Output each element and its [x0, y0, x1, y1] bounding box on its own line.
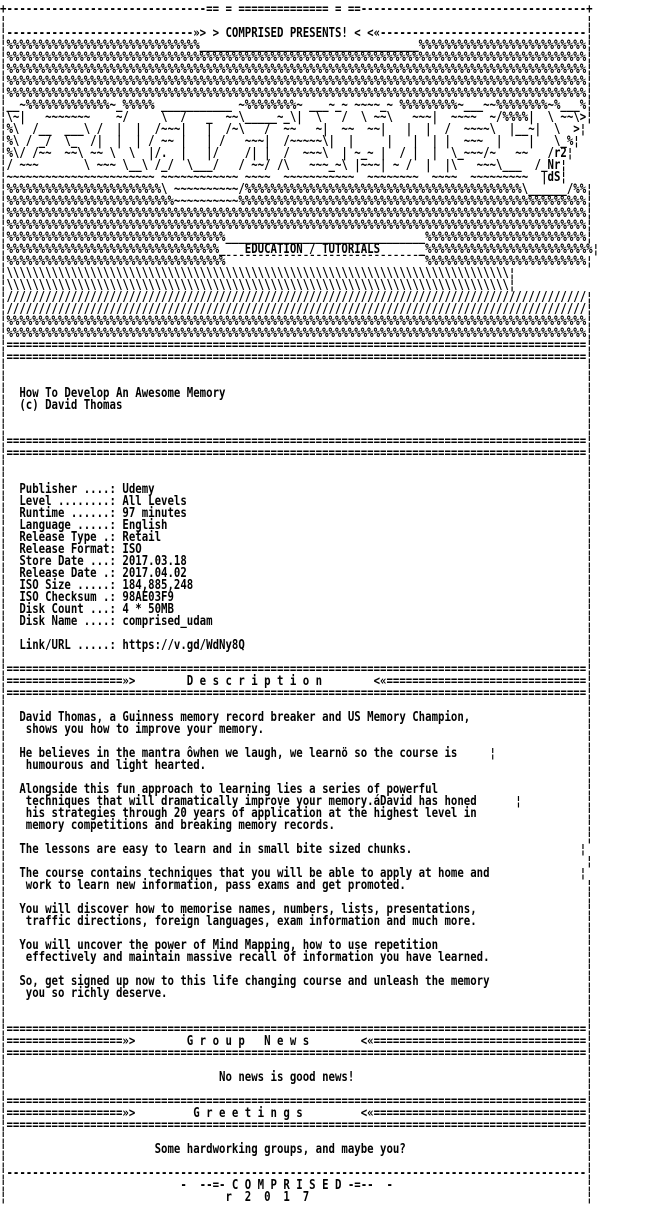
nfo-line: ¦ ¦	[0, 374, 593, 389]
nfo-line: ¦ ¦	[0, 1058, 593, 1073]
nfo-line: ¦ traffic directions, foreign languages, exam information and much more. ¦	[0, 914, 593, 929]
nfo-line: ¦ You will uncover the power of Mind Mapping, how to use repetition ¦	[0, 938, 593, 953]
nfo-line: ¦%%%%%%%%%%%%%%%%%%%%%%%%%%%%%%%%%%%%%%%%%%%%%%%%%%%%%%%%%%%%%%%%%%%%%%%%%%%%%%%%%%%%%%%%%%¦	[0, 206, 593, 221]
nfo-line: ¦------------------------------------------------------------------------------------------¦	[0, 1166, 593, 1181]
nfo-line: ¦ Release Format: ISO ¦	[0, 542, 593, 557]
nfo-line: ¦ effectively and maintain massive recall of information you have learned. ¦	[0, 950, 593, 965]
nfo-line: ¦ Some hardworking groups, and maybe you? ¦	[0, 1142, 593, 1157]
nfo-line: ¦ So, get signed up now to this life changing course and unleash the memory ¦	[0, 974, 593, 989]
nfo-line: ¦%\ / _/ \_ /| | | / ~~ | | / ~~~| /~~~~~\| | | | | | ~~~ | | \_%¦	[0, 134, 580, 149]
nfo-line: ¦\\\\\\\\\\\\\\\\\\\\\\\\\\\\\\\\\\\\\\\\\\\\\\\\\\\\\\\\\\\\\\\\\\\\\\\\\\\\\\¦	[0, 278, 516, 293]
nfo-line: ¦ ¦	[0, 362, 593, 377]
nfo-line: ¦~~~~~~~~~~~~~~~~~~~~~~~ ~~~~~~~~~~~~ ~~~~ ~~~~~~~~~~~ ~~~~~~~~ ~~~~ ~~~~~~~~~ |dS¦	[0, 170, 567, 185]
nfo-line: ¦==========================================================================================¦	[0, 446, 593, 461]
nfo-line: ¦ ¦	[0, 1130, 593, 1145]
nfo-line: ¦==========================================================================================¦	[0, 1022, 593, 1037]
nfo-line: +-------------------------------== = ============== = ==-----------------------------------+	[0, 2, 593, 17]
nfo-line: ¦%\/ /~~ ~~\ ~~ \ \ |/. | |/ /| | / ~~~\ | ~_~ | / | | \_~~~/~ ~~ /r2¦	[0, 146, 574, 161]
nfo-line: ¦ ISO Size .....: 184,885,248 ¦	[0, 578, 593, 593]
nfo-line: ¦ ISO Checksum .: 98AE03F9 ¦	[0, 590, 593, 605]
nfo-line: ¦ Release Type .: Retail ¦	[0, 530, 593, 545]
nfo-line: ¦ Runtime ......: 97 minutes ¦	[0, 506, 593, 521]
nfo-line: ¦==========================================================================================¦	[0, 1094, 593, 1109]
nfo-line: ¦%%%%%%%%%%%%%%%%%%%%%%%%%%%%%%%%%%%%%%%%%%%%%%%%%%%%%%%%%%%%%%%%%%%%%%%%%%%%%%%%%%%%%%%%%%¦	[0, 50, 593, 65]
nfo-line: ¦ ¦	[0, 734, 593, 749]
nfo-line: ¦%\ /__ ___\ / | | /~~~| | /~\ / ~~ ~| ~~ ~~| | | / ~~~~\ |__~| \ >¦	[0, 122, 587, 137]
nfo-line: ¦ ¦	[0, 458, 593, 473]
nfo-line: ¦==================»> G r o u p N e w s <«=================================¦	[0, 1034, 593, 1049]
nfo-line: ¦ ¦	[0, 926, 593, 941]
nfo-line: ¦//////////////////////////////////////////////////////////////////////////////////////////¦	[0, 302, 593, 317]
nfo-line: ¦ How To Develop An Awesome Memory ¦	[0, 386, 593, 401]
nfo-line: ¦ Publisher ....: Udemy ¦	[0, 482, 593, 497]
nfo-line: ¦ ¦	[0, 998, 593, 1013]
nfo-line: ¦==========================================================================================¦	[0, 1046, 593, 1061]
nfo-line: ¦/ ~~~ \ ~~~ \__\ /_/ \___/ / ~~/ /\ ~~~_~\ |~~~| ~ / | |\ ~~~\___ /_Nr¦	[0, 158, 567, 173]
nfo-line: ¦\~| ~~~~~~~ ~/ \ / _ ~~\_____~_\| \ / \ ~~\ ~~~| ~~~~ ~/%%%%| \ ~~\>¦	[0, 110, 593, 125]
nfo-line: ¦ ¦	[0, 770, 593, 785]
nfo-line: ¦ ¦	[0, 410, 593, 425]
nfo-line: ¦ techniques that will dramatically improve your memory.áDavid has honed ¦ ¦	[0, 794, 593, 809]
nfo-line: ¦==========================================================================================¦	[0, 338, 593, 353]
nfo-line: ¦ Link/URL .....: https://v.gd/WdNy8Q ¦	[0, 638, 593, 653]
nfo-line: ¦ work to learn new information, pass exams and get promoted. ¦	[0, 878, 593, 893]
nfo-line: ¦ ¦	[0, 962, 593, 977]
nfo-line: ¦ He believes in the mantra ôwhen we laugh, we learnö so the course is ¦ ¦	[0, 746, 593, 761]
nfo-line: ¦ (c) David Thomas ¦	[0, 398, 593, 413]
nfo-line: ¦ The lessons are easy to learn and in small bite sized chunks. ¦	[0, 842, 587, 857]
nfo-line: ¦%%%%%%%%%%%%%%%%%%%%%%%%%%%%%%__________________________________%%%%%%%%%%%%%%%%%%%%%%%%%%¦	[0, 38, 593, 53]
nfo-line: ¦ memory competitions and breaking memory records. ¦	[0, 818, 593, 833]
nfo-line: ¦ ¦	[0, 650, 593, 665]
nfo-line: ¦%%%%%%%%%%%%%%%%%%%%%%%%%%%%%%%%%%_______________________________%%%%%%%%%%%%%%%%%%%%%%%%%¦	[0, 230, 593, 245]
nfo-line: ¦ ¦	[0, 830, 593, 845]
nfo-line: ¦ his strategies through 20 years of application at the highest level in ¦	[0, 806, 593, 821]
nfo-line: ¦ Alongside this fun approach to learning lies a series of powerful ¦	[0, 782, 593, 797]
nfo-line: ¦-----------------------------»> > COMPRISED PRESENTS! < <«--------------------------------¦	[0, 26, 593, 41]
nfo-line: ¦//////////////////////////////////////////////////////////////////////////////////////////¦	[0, 290, 593, 305]
nfo-line: ¦ ¦	[0, 14, 593, 29]
nfo-line: ¦ ¦	[0, 854, 593, 869]
nfo-line: ¦ ¦	[0, 626, 593, 641]
nfo-line: ¦==========================================================================================¦	[0, 1118, 593, 1133]
nfo-line: ¦ David Thomas, a Guinness memory record breaker and US Memory Champion, ¦	[0, 710, 593, 725]
nfo-line: ¦ - --=- C O M P R I S E D -=-- - ¦	[0, 1178, 593, 1193]
nfo-line: ¦ ¦	[0, 422, 593, 437]
nfo-line: ¦==========================================================================================¦	[0, 350, 593, 365]
nfo-line: ¦==========================================================================================¦	[0, 662, 593, 677]
nfo-line: ¦%%%%%%%%%%%%%%%%%%%%%%%%\ ~~~~~~~~~~/%%%%%%%%%%%%%%%%%%%%%%%%%%%%%%%%%%%%%%%%%%%\______/%%¦	[0, 182, 593, 197]
nfo-line: ¦ ¦	[0, 1010, 593, 1025]
nfo-line: ¦__~%%%%%%%%%%%%%~_%%%%% ___________ ~%%%%%%%%~ ___~_~ ~~~~_~ %%%%%%%%%~___~~%%%%%%%%~%___%¦	[0, 98, 593, 113]
nfo-line: ¦ The course contains techniques that you will be able to apply at home and ¦	[0, 866, 587, 881]
nfo-line: ¦ ¦	[0, 1154, 593, 1169]
nfo-line: ¦ shows you how to improve your memory. ¦	[0, 722, 593, 737]
nfo-line: ¦%%%%%%%%%%%%%%%%%%%%%%%%%%%%%%%%%%%%%%%%%%%%%%%%%%%%%%%%%%%%%%%%%%%%%%%%%%%%%%%%%%%%%%%%%%¦	[0, 314, 593, 329]
nfo-line: ¦ Release Date .: 2017.04.02 ¦	[0, 566, 593, 581]
nfo-line: ¦%%%%%%%%%%%%%%%%%%%%%%%%%%%%%%%%%%%%%%%%%%%%%%%%%%%%%%%%%%%%%%%%%%%%%%%%%%%%%%%%%%%%%%%%%%¦	[0, 86, 593, 101]
nfo-line: ¦ Store Date ...: 2017.03.18 ¦	[0, 554, 593, 569]
nfo-line: ¦ ¦	[0, 470, 593, 485]
nfo-line: ¦ You will discover how to memorise names, numbers, lists, presentations, ¦	[0, 902, 593, 917]
nfo-line: ¦ ¦	[0, 1082, 593, 1097]
nfo-line: ¦%%%%%%%%%%%%%%%%%%%%%%%%%%%%%%%%%%%%%%%%%%%%%%%%%%%%%%%%%%%%%%%%%%%%%%%%%%%%%%%%%%%%%%%%%%¦	[0, 74, 593, 89]
nfo-line: ¦==================»> D e s c r i p t i o n <«===============================¦	[0, 674, 593, 689]
nfo-line: ¦ ¦	[0, 698, 593, 713]
nfo-line: ¦==========================================================================================¦	[0, 686, 593, 701]
nfo-line: ¦ Disk Name ....: comprised_udam ¦	[0, 614, 593, 629]
nfo-line: ¦%%%%%%%%%%%%%%%%%%%%%%%%%%%%%%%%%%%%%%%%%%%%%%%%%%%%%%%%%%%%%%%%%%%%%%%%%%%%%%%%%%%%%%%%%%¦	[0, 218, 593, 233]
nfo-line: ¦%%%%%%%%%%%%%%%%%%%%%%%%%%~~~~~~~~~~%%%%%%%%%%%%%%%%%%%%%%%%%%%%%%%%%%%%%%%%%%%%%%%%%%%%%%¦	[0, 194, 593, 209]
nfo-line: ¦%%%%%%%%%%%%%%%%%%%%%%%%%%%%%%%%%_ EDUCATION / TUTORIALS _%%%%%%%%%%%%%%%%%%%%%%%%%%¦	[0, 242, 600, 257]
nfo-line: ¦ Level ........: All Levels ¦	[0, 494, 593, 509]
nfo-line: ¦ ¦	[0, 890, 593, 905]
nfo-line: ¦==================»> G r e e t i n g s <«=================================¦	[0, 1106, 593, 1121]
nfo-line: ¦ you so richly deserve. ¦	[0, 986, 593, 1001]
nfo-line: ¦ Disk Count ...: 4 * 50MB ¦	[0, 602, 593, 617]
nfo-line: ¦ Language .....: English ¦	[0, 518, 593, 533]
nfo-line: ¦==========================================================================================¦	[0, 434, 593, 449]
nfo-text	[0, 2, 600, 1205]
nfo-line: ¦ No news is good news! ¦	[0, 1070, 593, 1085]
nfo-line: ¦%%%%%%%%%%%%%%%%%%%%%%%%%%%%%%%%%%%%%%%%%%%%%%%%%%%%%%%%%%%%%%%%%%%%%%%%%%%%%%%%%%%%%%%%%%¦	[0, 62, 593, 77]
nfo-line: ¦%%%%%%%%%%%%%%%%%%%%%%%%%%%%%%%%%%%%%%%%%%%%%%%%%%%%%%%%%%%%%%%%%%%%%%%%%%%%%%%%%%%%%%%%%%¦	[0, 326, 593, 341]
nfo-line: ¦ humourous and light hearted. ¦	[0, 758, 593, 773]
nfo-line: ¦%%%%%%%%%%%%%%%%%%%%%%%%%%%%%%%%%%¯¯¯¯¯¯¯¯¯¯¯¯¯¯¯¯¯¯¯¯¯¯¯¯¯¯¯¯¯¯¯%%%%%%%%%%%%%%%%%%%%%%%%%¦	[0, 254, 593, 269]
nfo-line: ¦\\\\\\\\\\\\\\\\\\\\\\\\\\\\\\\\\\\\\\\\\\\\\\\\\\\\\\\\\\\\\\\\\\\\\\\\\\\\\\¦	[0, 266, 516, 281]
nfo-line: ¦ r 2 0 1 7 ¦	[0, 1190, 593, 1205]
